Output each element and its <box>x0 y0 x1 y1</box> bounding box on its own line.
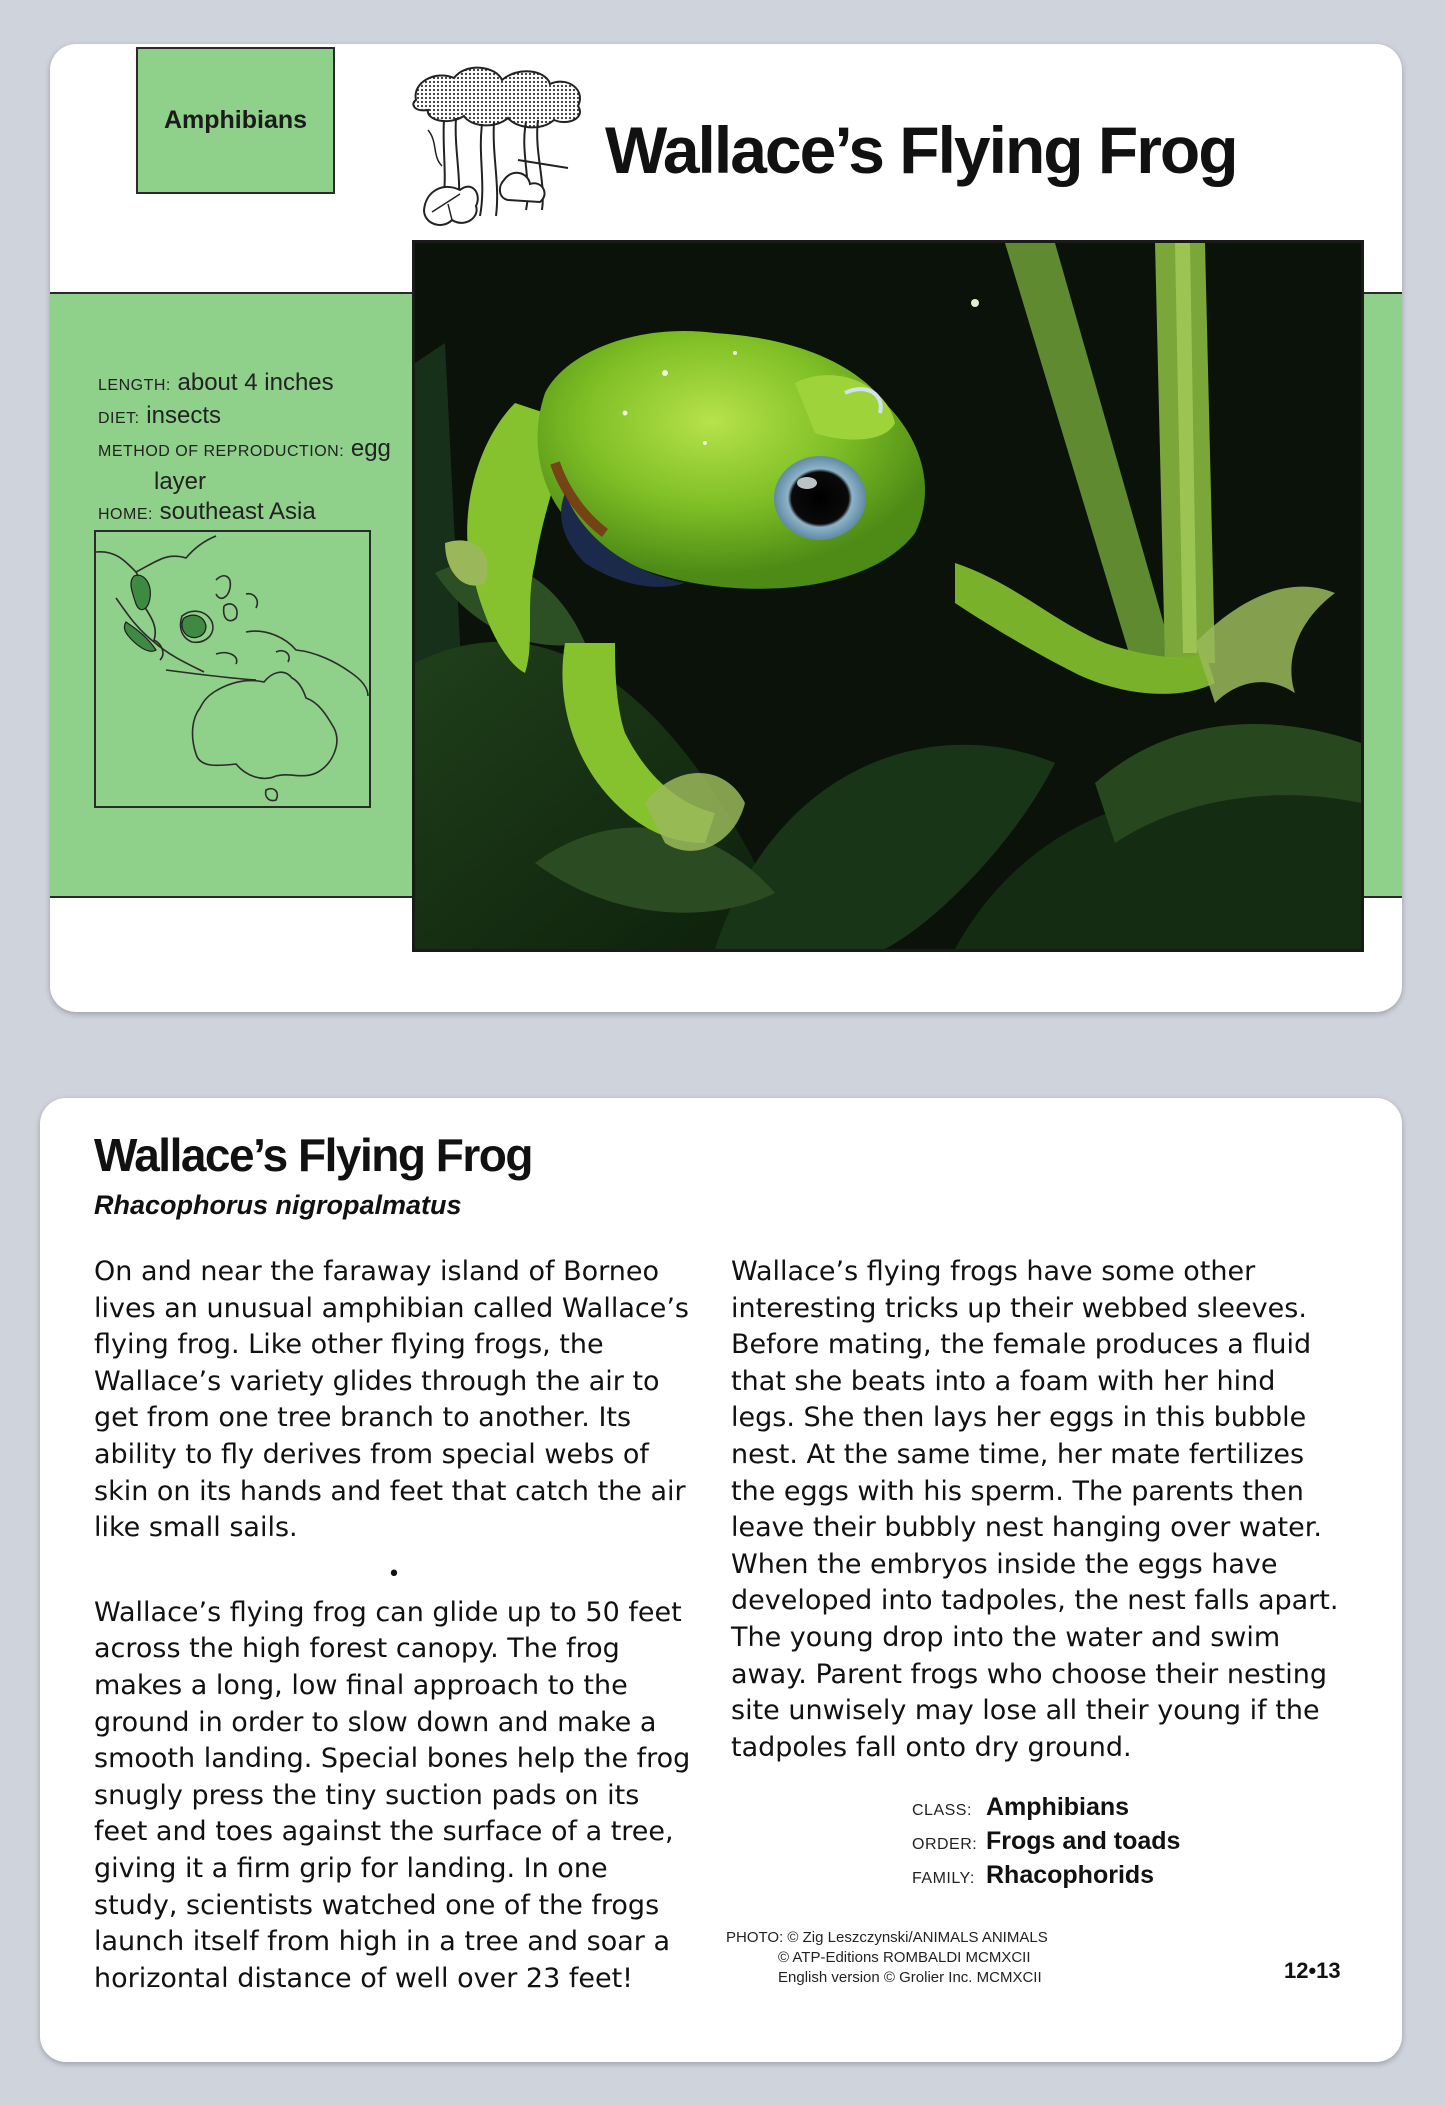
category-label: Amphibians <box>136 47 335 194</box>
card-number: 12•13 <box>1284 1958 1341 1983</box>
frog-photo-image <box>415 243 1361 949</box>
fact-diet <box>98 401 408 434</box>
rainforest-trees-icon <box>408 60 588 230</box>
frog-photo <box>412 240 1364 952</box>
text-column-left <box>94 1254 694 1997</box>
back-title: Wallace’s Flying Frog <box>94 1129 532 1181</box>
fact-reproduction-label: METHOD OF REPRODUCTION: <box>98 443 345 460</box>
fact-home <box>98 497 408 530</box>
fact-length-value: about 4 inches <box>177 369 334 396</box>
range-map <box>94 530 371 808</box>
taxonomy-class-value: Amphibians <box>986 1793 1130 1821</box>
paragraph-habitat: On and near the faraway island of Borneo lives an unusual amphibian called Wallace’s flying frog. Like other flying frogs, the Wallace’s variety glides through the air to get from one tree branch to another. Its ability to fly derives from special webs of skin on its hands and feet that catch the air like small sails. <box>94 1256 690 1544</box>
taxonomy-family-value: Rhacophorids <box>986 1861 1155 1889</box>
taxonomy-class <box>912 1792 1180 1826</box>
back-card <box>40 1098 1402 2062</box>
text-column-right <box>731 1254 1341 1766</box>
photo-credit-line-1: © Zig Leszczynski/ANIMALS ANIMALS <box>787 1929 1048 1946</box>
fact-home-label: HOME: <box>98 506 153 523</box>
fact-length-label: LENGTH: <box>98 377 171 394</box>
fact-diet-value: insects <box>146 402 221 429</box>
paragraph-separator: • <box>387 1561 401 1587</box>
front-title: Wallace’s Flying Frog <box>605 113 1237 187</box>
fact-reproduction <box>98 434 408 497</box>
photo-credits <box>726 1928 1048 1988</box>
paragraph-gliding: Wallace’s flying frog can glide up to 50 feet across the high forest canopy. The frog makes a long, low final approach to the ground in order to slow down and make a smooth landing. Special bones help the frog snugly press the tiny suction pads on its feet and toes against the surface of a tree, giving it a firm grip for landing. In one study, scientists watched one of the frogs launch itself from high in a tree and soar a horizontal distance of well over 23 feet! <box>94 1596 691 1994</box>
fact-list <box>98 368 408 530</box>
photo-credit-line-3: English version © Grolier Inc. MCMXCII <box>778 1969 1042 1986</box>
photo-credit-label: PHOTO: <box>726 1929 784 1946</box>
paragraph-reproduction: Wallace’s flying frogs have some other interesting tricks up their webbed sleeves. Before mating, the female produces a fluid that she beats into a foam with her hind legs. She then lays her eggs in this bubble nest. At the same time, her mate fertilizes the eggs with his sperm. The parents then leave their bubbly nest hanging over water. When the embryos inside the eggs have developed into tadpoles, the nest falls apart. The young drop into the water and swim away. Parent frogs who choose their nesting site unwisely may lose all their young if the tadpoles fall onto dry ground. <box>731 1256 1339 1763</box>
taxonomy-block <box>912 1792 1180 1894</box>
taxonomy-family-label: FAMILY: <box>912 1870 975 1887</box>
fact-reproduction-value: egg <box>350 435 391 462</box>
photo-credit-line-2: © ATP-Editions ROMBALDI MCMXCII <box>778 1949 1031 1966</box>
taxonomy-order-value: Frogs and toads <box>986 1827 1181 1855</box>
southeast-asia-map-icon <box>96 532 369 806</box>
fact-length <box>98 368 408 401</box>
fact-reproduction-value-cont: layer <box>154 468 207 495</box>
taxonomy-family <box>912 1860 1180 1894</box>
fact-diet-label: DIET: <box>98 410 140 427</box>
taxonomy-order <box>912 1826 1180 1860</box>
fact-home-value: southeast Asia <box>159 498 316 525</box>
front-card <box>50 44 1402 1012</box>
taxonomy-class-label: CLASS: <box>912 1802 972 1819</box>
taxonomy-order-label: ORDER: <box>912 1836 978 1853</box>
scientific-name: Rhacophorus nigropalmatus <box>94 1190 462 1220</box>
